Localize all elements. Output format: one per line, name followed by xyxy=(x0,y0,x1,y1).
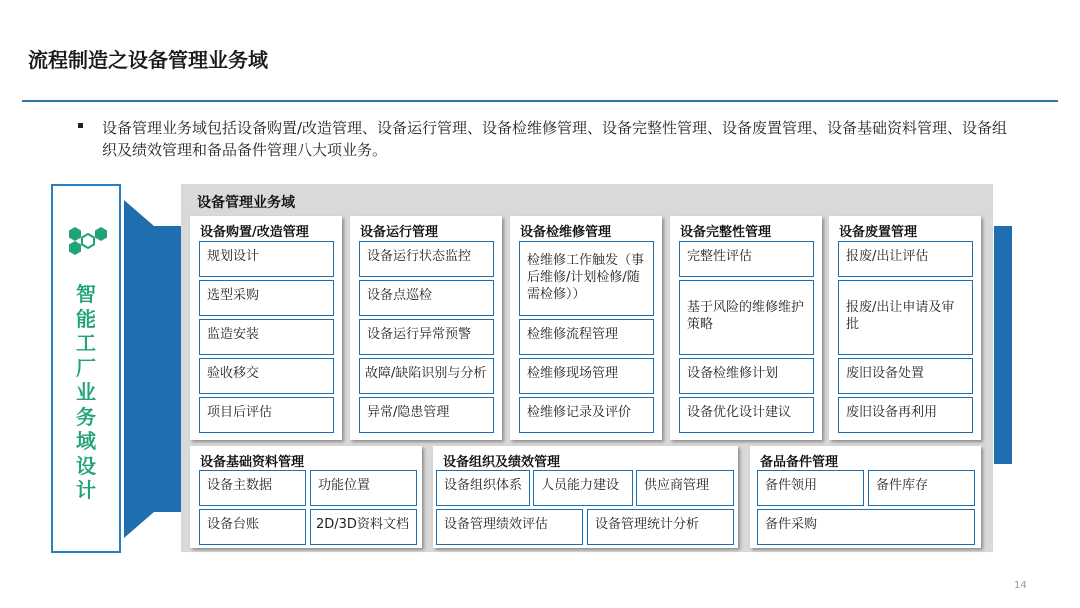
bullet-marker xyxy=(78,123,83,128)
item-supplier-management: 供应商管理 xyxy=(636,470,734,506)
group-title: 设备完整性管理 xyxy=(680,225,772,240)
group-title: 设备购置/改造管理 xyxy=(200,225,309,240)
item-ledger: 设备台账 xyxy=(199,509,306,545)
page-title: 流程制造之设备管理业务域 xyxy=(28,48,268,72)
item-site-management: 检维修现场管理 xyxy=(519,358,654,394)
group-integrity xyxy=(670,216,822,440)
group-title: 设备运行管理 xyxy=(360,225,439,240)
item-performance-evaluation: 设备管理绩效评估 xyxy=(436,509,583,545)
item-master-data: 设备主数据 xyxy=(199,470,306,506)
group-spare-parts xyxy=(750,446,981,548)
item-2d3d-docs: 2D/3D资料文档 xyxy=(310,509,417,545)
item-spare-requisition: 备件领用 xyxy=(757,470,864,506)
item-hazard-management: 异常/隐患管理 xyxy=(359,397,494,433)
item-planning-design: 规划设计 xyxy=(199,241,334,277)
item-risk-based-strategy: 基于风险的维修维护策略 xyxy=(679,280,814,355)
item-equipment-reuse: 废旧设备再利用 xyxy=(838,397,973,433)
group-title: 设备基础资料管理 xyxy=(200,455,305,470)
item-spot-inspection: 设备点巡检 xyxy=(359,280,494,316)
group-operation xyxy=(350,216,502,440)
item-supervision-install: 监造安装 xyxy=(199,319,334,355)
item-record-evaluation: 检维修记录及评价 xyxy=(519,397,654,433)
item-status-monitoring: 设备运行状态监控 xyxy=(359,241,494,277)
title-divider xyxy=(22,100,1058,102)
item-maintenance-plan: 设备检维修计划 xyxy=(679,358,814,394)
group-title: 设备组织及绩效管理 xyxy=(443,455,561,470)
bullet-text: 设备管理业务域包括设备购置/改造管理、设备运行管理、设备检维修管理、设备完整性管理、设备废置管理、设备基础资料管理、设备组织及绩效管理和备品备件管理八大项业务。 xyxy=(102,119,1008,159)
domain-title: 设备管理业务域 xyxy=(197,195,295,211)
group-maintenance xyxy=(510,216,662,440)
bullet-paragraph xyxy=(78,117,1018,161)
item-spare-inventory: 备件库存 xyxy=(868,470,975,506)
item-staff-capability: 人员能力建设 xyxy=(533,470,633,506)
group-title: 设备废置管理 xyxy=(839,225,918,240)
item-scrap-evaluation: 报废/出让评估 xyxy=(838,241,973,277)
hexagon-logo-icon xyxy=(67,226,111,256)
group-basic-data xyxy=(190,446,422,548)
item-function-location: 功能位置 xyxy=(310,470,417,506)
item-scrap-approval: 报废/出让申请及审批 xyxy=(838,280,973,355)
group-title: 设备检维修管理 xyxy=(520,225,612,240)
item-equipment-disposal: 废旧设备处置 xyxy=(838,358,973,394)
page-number: 14 xyxy=(1014,580,1027,591)
group-organization xyxy=(433,446,738,548)
group-purchase xyxy=(190,216,342,440)
item-work-trigger: 检维修工作触发（事后维修/计划检修/随需检修）） xyxy=(519,241,654,316)
item-design-suggestion: 设备优化设计建议 xyxy=(679,397,814,433)
connector-band-left xyxy=(124,200,182,538)
item-anomaly-warning: 设备运行异常预警 xyxy=(359,319,494,355)
side-title: 智 能 工 厂 业 务 域 设 计 xyxy=(76,282,96,502)
item-fault-analysis: 故障/缺陷识别与分析 xyxy=(359,358,494,394)
item-org-system: 设备组织体系 xyxy=(436,470,530,506)
connector-band-right xyxy=(994,226,1012,464)
item-spare-procurement: 备件采购 xyxy=(757,509,975,545)
group-disposal xyxy=(829,216,981,440)
item-statistics-analysis: 设备管理统计分析 xyxy=(587,509,734,545)
side-panel xyxy=(51,184,121,553)
item-integrity-assessment: 完整性评估 xyxy=(679,241,814,277)
group-title: 备品备件管理 xyxy=(760,455,839,470)
item-selection-purchase: 选型采购 xyxy=(199,280,334,316)
item-acceptance-handover: 验收移交 xyxy=(199,358,334,394)
item-process-management: 检维修流程管理 xyxy=(519,319,654,355)
item-post-evaluation: 项目后评估 xyxy=(199,397,334,433)
